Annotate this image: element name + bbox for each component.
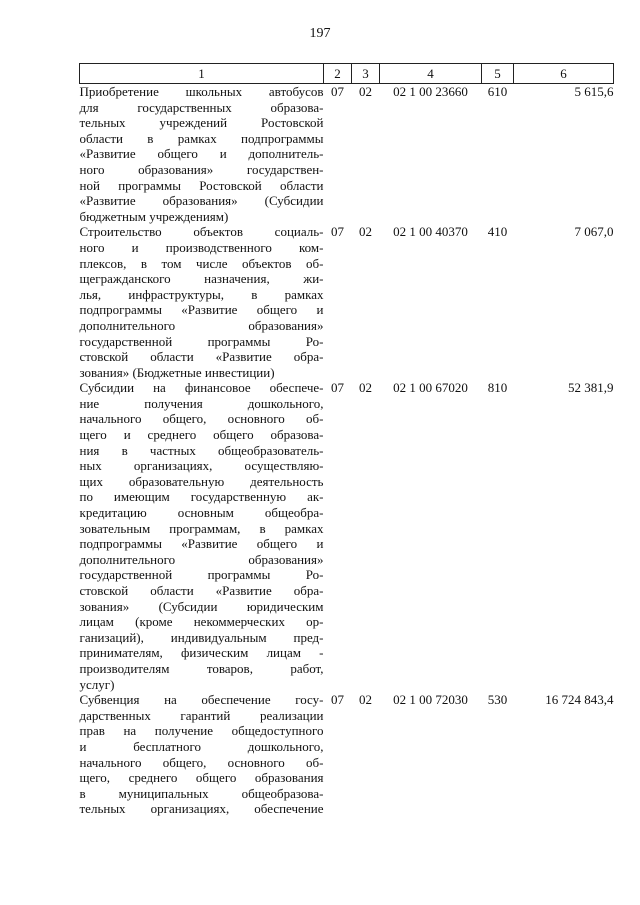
description-line: области в рамках подпрограммы [79,130,324,146]
amount-value: 5 615,6 [574,84,614,99]
description-line: Субвенция на обеспечение госу- [79,692,324,708]
description-line: плексов, в том числе объектов об- [79,255,324,271]
header-row [80,64,614,84]
description-line: зования» (Субсидии юридическим [79,598,324,614]
description-line: и бесплатного дошкольного, [79,738,324,754]
row-description [80,380,324,692]
description-line: лицам (кроме некоммерческих ор- [79,614,324,630]
section-code: 07 [331,84,344,99]
target-article-code: 02 1 00 40370 [393,224,468,240]
target-article-code: 02 1 00 67020 [393,380,468,396]
description-line: по имеющим государственную ак- [79,489,324,505]
expense-type-code: 810 [487,380,508,396]
description-line: государственной программы Ро- [79,567,324,583]
column-header-6: 6 [514,64,614,84]
description-line: начального общего, основного об- [79,411,324,427]
description-line: щего и среднего общего образова- [79,427,324,443]
description-line: Субсидии на финансовое обеспече- [79,380,324,396]
description-line: начального общего, основного об- [79,754,324,770]
row-description [80,224,324,380]
description-line: зования» (Бюджетные инвестиции) [79,364,275,380]
table-row [80,380,614,692]
target-article-code: 02 1 00 23660 [393,84,468,99]
description-line: бюджетным учреждениям) [79,208,229,224]
column-header-2: 2 [324,64,352,84]
description-line: щегражданского назначения, жи- [79,271,324,287]
description-line: прав на получение общедоступного [79,723,324,739]
description-line: щего, среднего общего образования [79,770,324,786]
description-line: кредитацию основным общеобра- [79,505,324,521]
description-line: дополнительного образования» [79,317,324,333]
subsection-code: 02 [359,224,372,240]
row-description [80,692,324,817]
table-row [80,692,614,817]
column-header-4: 4 [380,64,482,84]
page-number: 197 [309,26,331,41]
description-line: ния в частных общеобразователь- [79,442,324,458]
description-line: ной программы Ростовской области [79,177,324,193]
column-header-1: 1 [80,64,324,84]
description-line: ных организациях, осуществляю- [79,458,324,474]
row-description [80,84,324,225]
table-row [80,224,614,380]
amount-value: 16 724 843,4 [545,692,614,708]
description-line: «Развитие общего и дополнитель- [79,146,324,162]
column-header-3: 3 [352,64,380,84]
description-line: ганизаций), индивидуальным пред- [79,629,324,645]
expense-type-code: 410 [487,224,508,240]
description-line: производителям товаров, работ, [79,660,324,676]
description-line: стовской области «Развитие обра- [79,583,324,598]
description-line: щих образовательную деятельность [79,473,324,489]
description-line: Строительство объектов социаль- [79,224,324,240]
description-line: «Развитие образования» (Субсидии [79,193,324,209]
description-line: дарственных гарантий реализации [79,707,324,723]
budget-table [79,63,614,817]
description-line: Приобретение школьных автобусов [79,84,324,99]
description-line: тельных учреждений Ростовской [79,115,324,131]
amount-value: 7 067,0 [574,224,614,240]
description-line: лья, инфраструктуры, в рамках [79,286,324,302]
subsection-code: 02 [359,692,372,708]
description-line: государственной программы Ро- [79,333,324,349]
description-line: ние получения дошкольного, [79,395,324,411]
section-code: 07 [331,224,344,240]
description-line: зовательным программам, в рамках [79,520,324,536]
description-line: ного и производственного ком- [79,239,324,255]
subsection-code: 02 [359,84,372,99]
subsection-code: 02 [359,380,372,396]
description-line: подпрограммы «Развитие общего и [79,536,324,552]
description-line: услуг) [79,676,115,692]
section-code: 07 [331,692,344,708]
expense-type-code: 610 [487,84,508,99]
column-header-5: 5 [482,64,514,84]
target-article-code: 02 1 00 72030 [393,692,468,708]
description-line: стовской области «Развитие обра- [79,349,324,365]
description-line: подпрограммы «Развитие общего и [79,302,324,318]
section-code: 07 [331,380,344,396]
description-line: ного образования» государствен- [79,161,324,177]
expense-type-code: 530 [487,692,508,708]
description-line: тельных организациях, обеспечение [79,801,324,817]
description-line: в муниципальных общеобразова- [79,785,324,801]
description-line: для государственных образова- [79,99,324,115]
amount-value: 52 381,9 [568,380,614,396]
description-line: дополнительного образования» [79,551,324,567]
description-line: принимателям, физическим лицам - [79,645,324,661]
table-row [80,84,614,225]
